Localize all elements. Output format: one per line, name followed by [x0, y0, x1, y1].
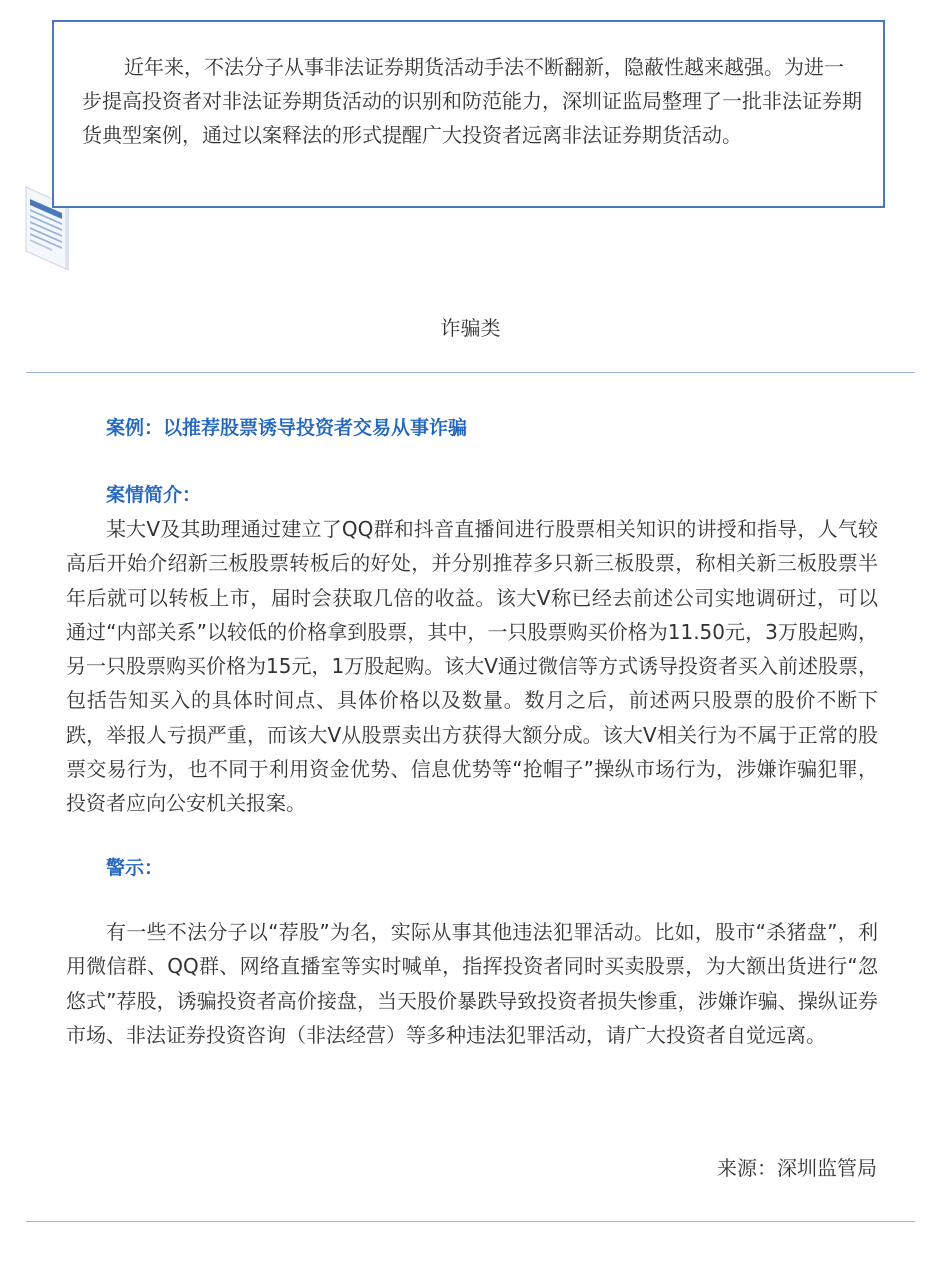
intro-box — [52, 20, 885, 208]
summary-text: 某大V及其助理通过建立了QQ群和抖音直播间进行股票相关知识的讲授和指导，人气较高后开始介绍新三板股票转板后的好处，并分别推荐多只新三板股票，称相关新三板股票半年后就可以转板上市，届时会获取几倍的收益。该大V称已经去前述公司实地调研过，可以通过“内部关系”以较低的价格拿到股票，其中，一只股票购买价格为11.50元，3万股起购，另一只股票购买价格为15元，1万股起购。该大V通过微信等方式诱导投资者买入前述股票，包括告知买入的具体时间点、具体价格以及数量。数月之后，前述两只股票的股价不断下跌，举报人亏损严重，而该大V从股票卖出方获得大额分成。该大V相关行为不属于正常的股票交易行为，也不同于利用资金优势、信息优势等“抢帽子”操纵市场行为，涉嫌诈骗犯罪，投资者应向公安机关报案。 — [66, 517, 878, 816]
warning-text: 有一些不法分子以“荐股”为名，实际从事其他违法犯罪活动。比如，股市“杀猪盘”，利用微信群、QQ群、网络直播室等实时喊单，指挥投资者同时买卖股票，为大额出货进行“忽悠式”荐股，诱骗投资者高价接盘，当天股价暴跌导致投资者损失惨重，涉嫌诈骗、操纵证券市场、非法证券投资咨询（非法经营）等多种违法犯罪活动，请广大投资者自觉远离。 — [66, 920, 878, 1047]
divider-top — [26, 372, 915, 373]
source-label: 来源：深圳监管局 — [717, 1156, 877, 1180]
intro-text: 近年来，不法分子从事非法证券期货活动手法不断翻新，隐蔽性越来越强。为进一步提高投资者对非法证券期货活动的识别和防范能力，深圳证监局整理了一批非法证券期货典型案例，通过以案释法的形式提醒广大投资者远离非法证券期货活动。 — [82, 55, 862, 147]
case-title: 案例：以推荐股票诱导投资者交易从事诈骗 — [106, 417, 468, 439]
category-label: 诈骗类 — [440, 316, 501, 340]
warning-heading: 警示： — [106, 857, 164, 879]
summary-heading: 案情简介： — [106, 484, 202, 506]
divider-bottom — [26, 1221, 915, 1222]
